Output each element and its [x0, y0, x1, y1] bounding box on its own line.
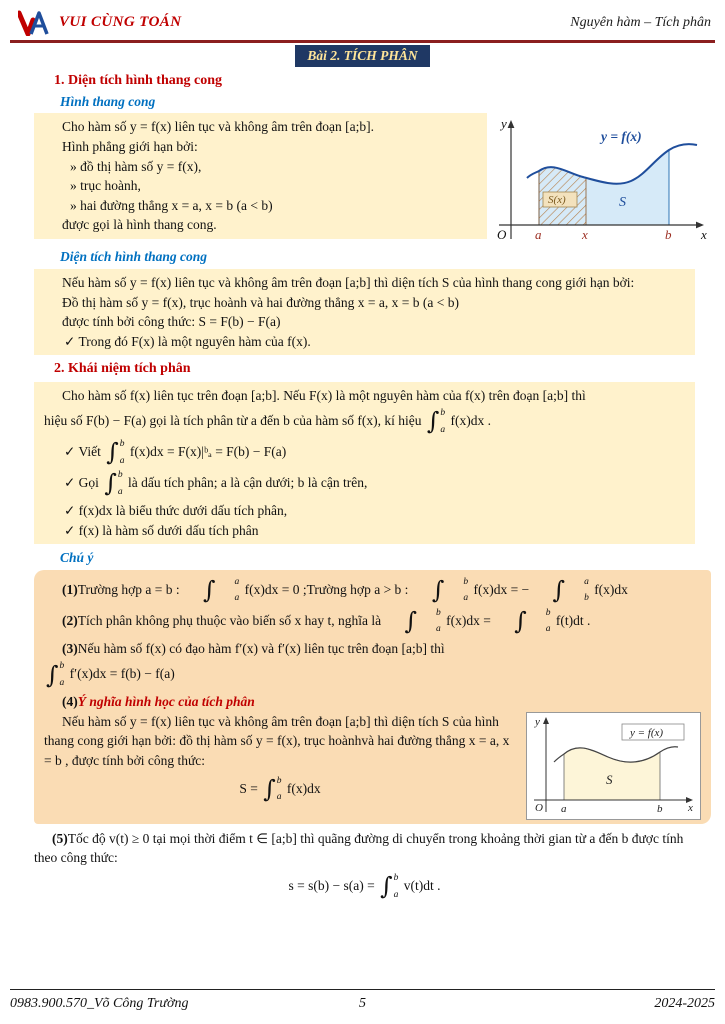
integral-sign: ∫ b a	[431, 575, 469, 604]
integral-sign: ∫ b a	[106, 438, 125, 467]
origin-label: O	[497, 227, 507, 243]
y-axis-label: y	[501, 116, 507, 132]
note-1	[44, 577, 701, 605]
integral-upper-limit: b	[545, 607, 551, 618]
check-item: ✓ Trong đó F(x) là một nguyên hàm của f(x).	[64, 333, 311, 349]
check-item	[44, 470, 685, 498]
integral-lower-limit: a	[59, 677, 65, 688]
integral-lower-limit: a	[393, 889, 399, 900]
y-axis-label: y	[535, 715, 540, 728]
integral-sign: ∫ b a	[263, 774, 282, 803]
paragraph: Cho hàm số f(x) liên tục trên đoạn [a;b]. Nếu F(x) là một nguyên hàm của f(x) trên đoạn [a;b] thì	[62, 387, 586, 403]
text: ✓ Viết	[64, 444, 101, 460]
integral-sign: ∫ b a	[514, 606, 551, 635]
list-item: » trục hoành,	[70, 178, 141, 194]
text: f(x)dx	[594, 581, 628, 597]
integral-lower-limit: a	[276, 792, 282, 803]
note-number: (5)	[52, 830, 68, 846]
integral-lower-limit: b	[584, 593, 589, 604]
tick-x-label: x	[582, 227, 588, 243]
tick-b-label: b	[657, 802, 663, 815]
text: f(x)dx = F(x)|ᵇₐ = F(b) − F(a)	[129, 444, 287, 460]
region-s-label: S	[606, 771, 613, 787]
curved-trapezoid-figure	[491, 113, 711, 245]
lesson-title-row	[8, 45, 717, 67]
note-5-paragraph	[34, 829, 695, 868]
note-3-formula	[44, 661, 701, 689]
footer-year: 2024-2025	[654, 995, 715, 1011]
text: f(x)dx .	[450, 413, 491, 429]
section1-heading: 1. Diện tích hình thang cong	[54, 72, 223, 88]
integral-upper-limit: b	[59, 661, 65, 672]
text: f(t)dt .	[555, 612, 591, 628]
notes-block	[34, 570, 711, 824]
note-4-text	[44, 712, 516, 807]
paragraph: Hình phẳng giới hạn bởi:	[62, 138, 198, 154]
text: f(x)dx =	[446, 612, 491, 628]
note-4-formula	[44, 776, 516, 804]
note-4-heading	[44, 692, 701, 712]
text: f(x)dx	[286, 780, 321, 796]
header-brand-group	[18, 10, 181, 36]
paragraph: được tính bởi công thức: S = F(b) − F(a)	[62, 314, 281, 330]
integral-sign: ∫ a a	[202, 575, 240, 604]
note-5-formula	[34, 873, 695, 901]
curved-trapezoid-row	[34, 113, 711, 245]
note-number: (2)	[62, 612, 78, 628]
check-item: ✓ f(x) là hàm số dưới dấu tích phân	[64, 522, 259, 538]
tick-b-label: b	[665, 227, 672, 243]
text: Tốc độ v(t) ≥ 0 tại mọi thời điểm t ∈ [a;b] thì quãng đường di chuyển trong khoảng thời gian từ a đến b được tính theo công thức:	[34, 830, 684, 866]
integral-upper-limit: a	[234, 576, 240, 587]
curved-trapezoid-text-block	[34, 113, 487, 238]
integral-upper-limit: b	[435, 607, 441, 618]
page-header	[8, 8, 717, 40]
note-4-paragraph: Nếu hàm số y = f(x) liên tục và không âm trên đoạn [a;b] thì diện tích S của hình thang cong giới hạn bởi: đồ thị hàm số y = f(x), trục hoànhvà hai đường thẳng x = a, x = b , được tính bởi công thức:	[44, 713, 510, 769]
check-item	[44, 439, 685, 467]
origin-label: O	[535, 801, 543, 814]
text: f(x)dx = 0 ;Trường hợp a > b :	[244, 581, 409, 597]
area-block	[34, 269, 695, 355]
note-number: (4)	[62, 694, 78, 710]
text: Nếu hàm số f(x) có đạo hàm f′(x) và f′(x) liên tục trên đoạn [a;b] thì	[77, 640, 445, 656]
text: s = s(b) − s(a) =	[288, 878, 375, 894]
integral-lower-limit: a	[117, 486, 123, 497]
brand-logo	[18, 10, 52, 36]
curve-label: y = f(x)	[601, 129, 642, 145]
header-topic: Nguyên hàm – Tích phân	[570, 14, 711, 30]
text: f′(x)dx = f(b) − f(a)	[69, 666, 175, 682]
paragraph: được gọi là hình thang cong.	[62, 217, 217, 233]
integral-sign: ∫ b a	[46, 660, 65, 689]
paragraph	[44, 408, 685, 436]
tick-a-label: a	[561, 802, 567, 815]
integral-sign: ∫ b a	[380, 872, 399, 901]
integral-lower-limit: a	[545, 624, 551, 635]
tick-a-label: a	[535, 227, 542, 243]
list-item: » hai đường thẳng x = a, x = b (a < b)	[70, 197, 273, 213]
text: v(t)dt .	[403, 878, 441, 894]
x-axis-label: x	[701, 227, 707, 243]
lesson-title: Bài 2. TÍCH PHÂN	[295, 45, 429, 67]
text: Trường hợp a = b :	[77, 581, 180, 597]
text: S =	[239, 780, 258, 796]
region-s-label: S	[619, 195, 626, 211]
text: Tích phân không phụ thuộc vào biến số x hay t, nghĩa là	[77, 612, 382, 628]
integral-lower-limit: a	[463, 593, 469, 604]
note-4-title: Ý nghĩa hình học của tích phân	[77, 694, 255, 710]
integral-sign: ∫ b a	[404, 606, 441, 635]
note-5-block	[34, 829, 695, 901]
integral-lower-limit: a	[234, 593, 240, 604]
integral-lower-limit: a	[440, 424, 446, 435]
integral-definition-block	[34, 382, 695, 545]
region-sx-label: S(x)	[548, 194, 566, 207]
integral-upper-limit: a	[584, 576, 589, 587]
paragraph: Nếu hàm số y = f(x) liên tục và không âm trên đoạn [a;b] thì diện tích S của hình thang cong giới hạn bởi:	[62, 274, 635, 290]
text: là dấu tích phân; a là cận dưới; b là cận trên,	[127, 475, 368, 491]
note-2	[44, 608, 701, 636]
integral-sign: ∫ a b	[552, 575, 589, 604]
subheading-area: Diện tích hình thang cong	[60, 249, 208, 265]
paragraph: Đồ thị hàm số y = f(x), trục hoành và hai đường thẳng x = a, x = b (a < b)	[62, 294, 459, 310]
list-item: » đồ thị hàm số y = f(x),	[70, 158, 202, 174]
footer-author: 0983.900.570_Võ Công Trường	[10, 995, 189, 1011]
integral-area-figure	[526, 712, 701, 820]
integral-sign: ∫ b a	[104, 469, 123, 498]
subheading-curved-trapezoid: Hình thang cong	[60, 93, 156, 109]
brand-name: VUI CÙNG TOÁN	[59, 14, 182, 31]
integral-upper-limit: b	[119, 439, 125, 450]
check-item: ✓ f(x)dx là biểu thức dưới dấu tích phân,	[64, 503, 288, 519]
integral-upper-limit: b	[117, 470, 123, 481]
section2-heading: 2. Khái niệm tích phân	[54, 361, 191, 377]
integral-upper-limit: b	[463, 576, 469, 587]
text: hiệu số F(b) − F(a) gọi là tích phân từ a đến b của hàm số f(x), kí hiệu	[44, 413, 422, 429]
header-divider	[10, 40, 715, 43]
integral-sign: ∫ b a	[426, 407, 446, 436]
y-axis-arrow	[508, 120, 515, 128]
note-number: (1)	[62, 581, 78, 597]
page-number: 5	[359, 995, 366, 1011]
text: f(x)dx = −	[473, 581, 530, 597]
note-4-row	[44, 712, 701, 820]
integral-lower-limit: a	[435, 624, 441, 635]
integral-upper-limit: b	[393, 873, 399, 884]
integral-upper-limit: b	[276, 775, 282, 786]
note-3	[44, 639, 701, 659]
integral-upper-limit: b	[440, 408, 446, 419]
page-footer	[10, 989, 715, 1014]
curve-label: y = f(x)	[630, 726, 664, 739]
note-number: (3)	[62, 640, 78, 656]
paragraph: Cho hàm số y = f(x) liên tục và không âm trên đoạn [a;b].	[62, 119, 375, 135]
x-axis-label: x	[688, 801, 693, 814]
note-heading: Chú ý	[60, 550, 94, 566]
integral-lower-limit: a	[119, 455, 125, 466]
text: ✓ Gọi	[64, 475, 99, 491]
